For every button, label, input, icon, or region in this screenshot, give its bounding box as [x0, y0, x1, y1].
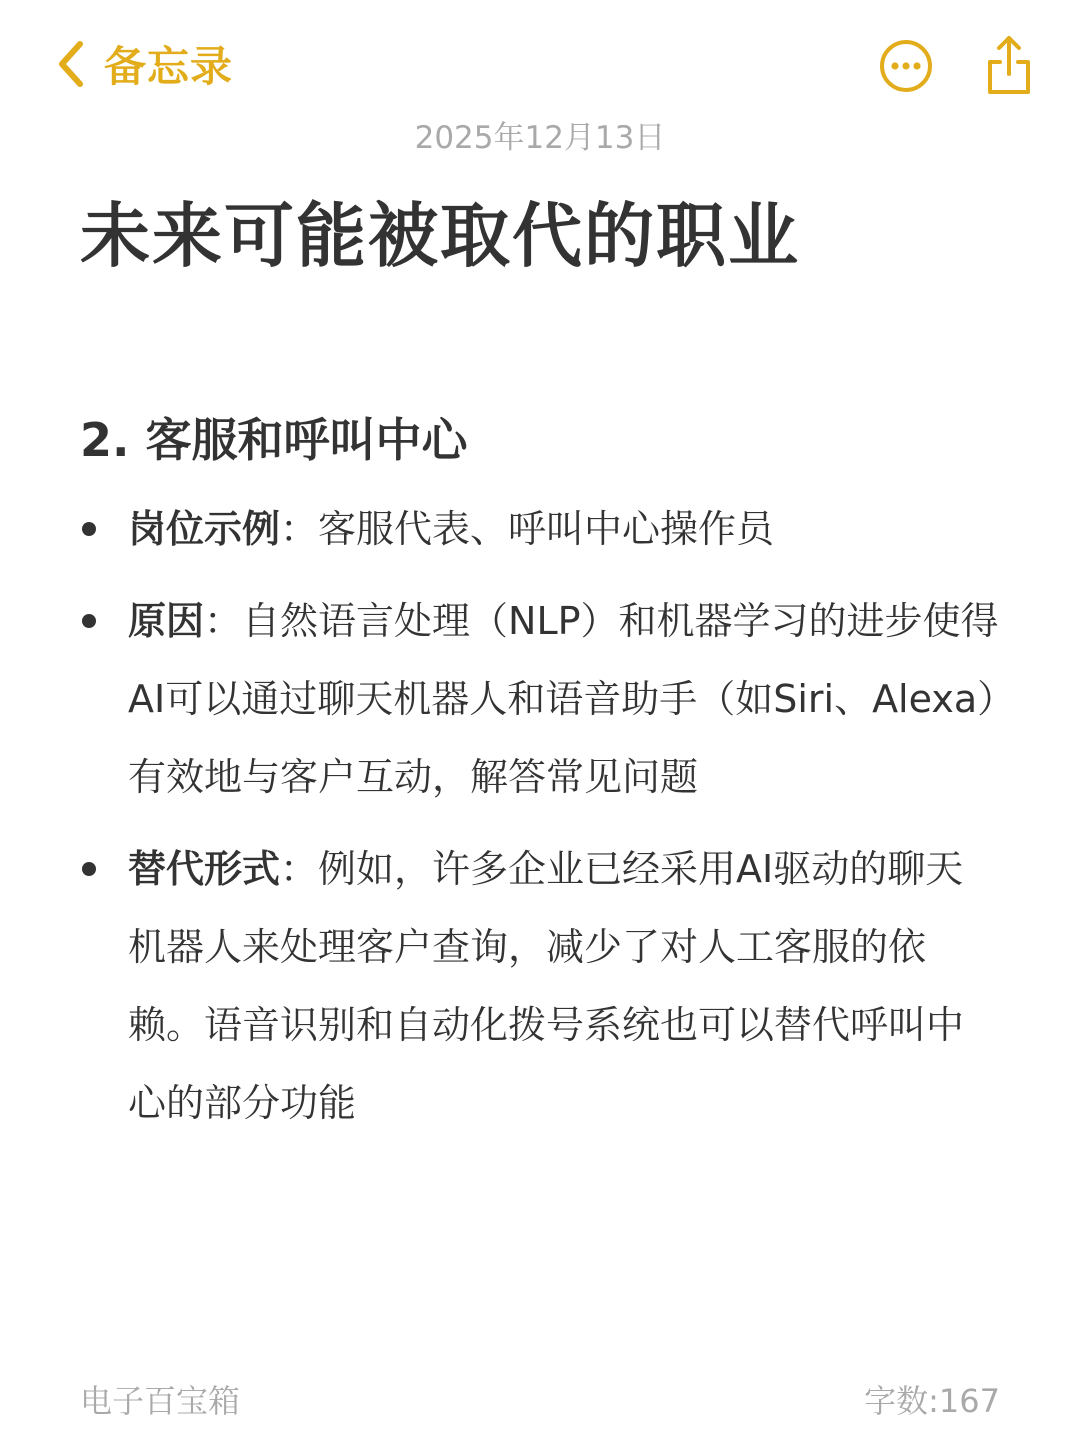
note-date: 2025年12月13日	[414, 120, 666, 156]
bullet-dot	[82, 522, 96, 536]
more-button[interactable]	[878, 38, 934, 94]
chevron-left-icon	[56, 40, 86, 88]
bullet-dot	[82, 862, 96, 876]
bullet-separator: ：	[204, 599, 243, 643]
bullet-list	[80, 490, 1000, 1156]
ellipsis-circle-icon	[878, 38, 934, 94]
note-title[interactable]: 未来可能被取代的职业	[80, 195, 800, 277]
word-count: 字数:167	[864, 1382, 1000, 1420]
bullet-text: 例如，许多企业已经采用AI驱动的聊天机器人来处理客户查询，减少了对人工客服的依赖。语音识别和自动化拨号系统也可以替代呼叫中心的部分功能	[128, 847, 965, 1125]
footer-source: 电子百宝箱	[80, 1382, 241, 1420]
bullet-text: 客服代表、呼叫中心操作员	[318, 507, 775, 551]
list-item[interactable]	[80, 582, 1000, 816]
bullet-separator: ：	[280, 847, 319, 891]
bullet-dot	[82, 614, 96, 628]
bullet-text: 自然语言处理（NLP）和机器学习的进步使得AI可以通过聊天机器人和语音助手（如Siri、Alexa）有效地与客户互动，解答常见问题	[128, 599, 999, 799]
back-label: 备忘录	[104, 42, 234, 91]
section-heading[interactable]: 2. 客服和呼叫中心	[80, 413, 468, 467]
bullet-separator: ：	[280, 507, 319, 551]
bullet-key: 替代形式	[128, 847, 281, 891]
bullet-key: 原因	[128, 599, 205, 643]
bullet-key: 岗位示例	[128, 507, 281, 551]
back-button[interactable]	[56, 34, 233, 94]
share-button[interactable]	[984, 34, 1034, 96]
list-item[interactable]	[80, 490, 1000, 568]
list-item[interactable]	[80, 830, 1000, 1142]
share-icon	[984, 34, 1034, 96]
navigation-bar	[0, 0, 1080, 120]
